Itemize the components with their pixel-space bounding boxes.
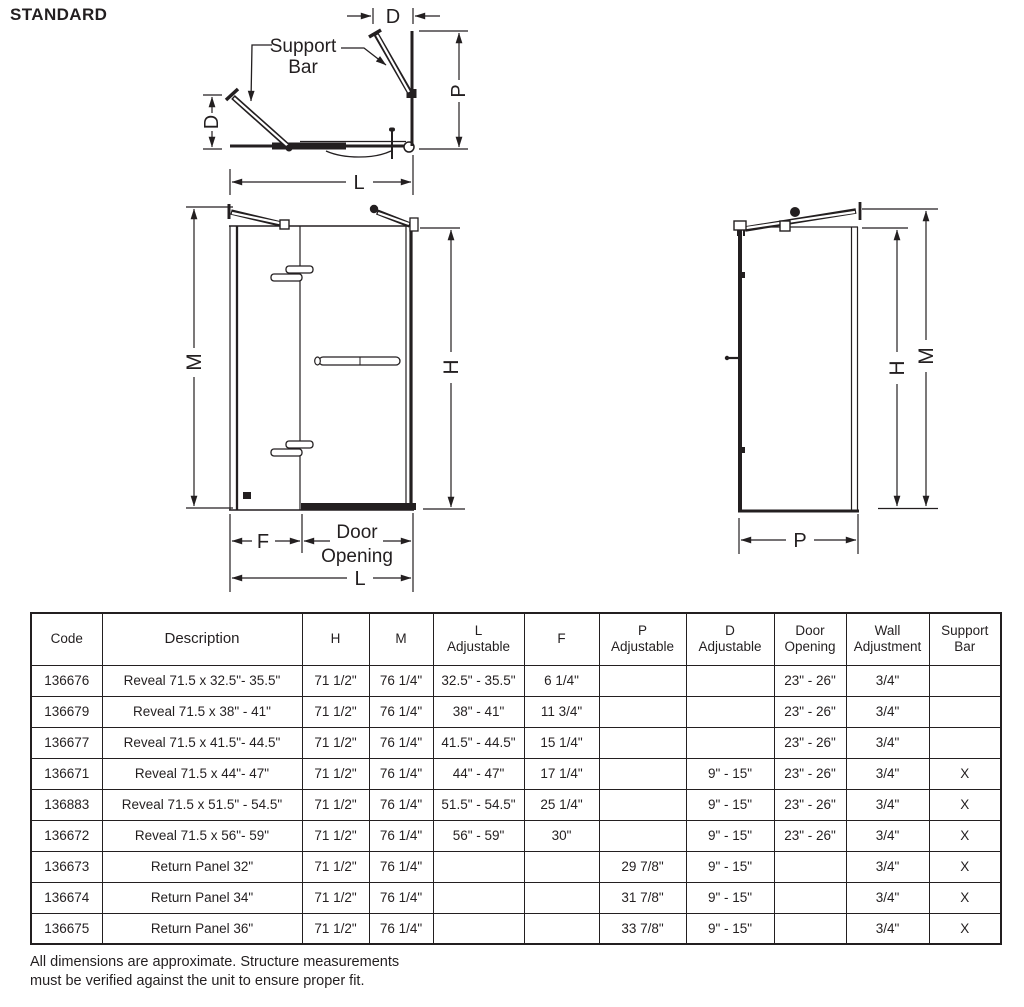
table-cell — [599, 696, 686, 727]
table-cell: 9" - 15" — [686, 851, 774, 882]
table-cell: 76 1/4" — [369, 789, 433, 820]
table-cell: 29 7/8" — [599, 851, 686, 882]
support-bar-left-plan — [226, 89, 293, 152]
table-cell: 76 1/4" — [369, 882, 433, 913]
table-row — [31, 882, 1001, 913]
table-cell: 76 1/4" — [369, 758, 433, 789]
footer-note — [30, 953, 399, 991]
table-cell — [686, 727, 774, 758]
table-cell: 11 3/4" — [524, 696, 599, 727]
col-header-l-adjustable: L Adjustable — [433, 613, 524, 665]
table-cell: 136677 — [31, 727, 102, 758]
table-cell: 51.5" - 54.5" — [433, 789, 524, 820]
table-row — [31, 758, 1001, 789]
col-header-d-adjustable: D Adjustable — [686, 613, 774, 665]
footer-note-line1: All dimensions are approximate. Structure measurements — [30, 954, 400, 970]
table-cell: Reveal 71.5 x 56"- 59" — [102, 820, 302, 851]
table-cell: 9" - 15" — [686, 882, 774, 913]
table-cell: 71 1/2" — [302, 789, 369, 820]
table-cell — [929, 727, 1001, 758]
table-cell: 136675 — [31, 913, 102, 944]
spec-table — [30, 612, 1002, 945]
table-cell: 38" - 41" — [433, 696, 524, 727]
dim-label-h: H — [886, 360, 909, 376]
jamb-clip-bottom — [741, 447, 745, 453]
door-opening-label-line2: Opening — [321, 546, 393, 567]
table-cell: 136672 — [31, 820, 102, 851]
table-cell: 136671 — [31, 758, 102, 789]
support-bar-side — [734, 202, 860, 236]
table-cell: 25 1/4" — [524, 789, 599, 820]
table-cell: Reveal 71.5 x 51.5" - 54.5" — [102, 789, 302, 820]
table-cell — [599, 789, 686, 820]
table-row — [31, 820, 1001, 851]
door-opening-label-line1: Door — [336, 522, 378, 543]
table-cell: 44" - 47" — [433, 758, 524, 789]
table-cell: 71 1/2" — [302, 727, 369, 758]
table-cell: 3/4" — [846, 758, 929, 789]
dim-label-p: P — [448, 84, 470, 98]
header-row — [31, 613, 1001, 665]
dim-label-l: L — [354, 568, 366, 590]
table-cell: 3/4" — [846, 696, 929, 727]
table-cell: 32.5" - 35.5" — [433, 665, 524, 696]
table-cell — [599, 665, 686, 696]
table-cell: 15 1/4" — [524, 727, 599, 758]
table-cell: 76 1/4" — [369, 696, 433, 727]
table-cell: Return Panel 34" — [102, 882, 302, 913]
table-cell — [774, 851, 846, 882]
table-cell: 6 1/4" — [524, 665, 599, 696]
table-row — [31, 665, 1001, 696]
col-header-m: M — [369, 613, 433, 665]
table-cell: Return Panel 36" — [102, 913, 302, 944]
dim-label-m: M — [183, 353, 206, 371]
table-cell: Reveal 71.5 x 41.5"- 44.5" — [102, 727, 302, 758]
table-cell: 3/4" — [846, 913, 929, 944]
panel-clip — [243, 492, 251, 499]
table-cell: 71 1/2" — [302, 820, 369, 851]
table-cell: 76 1/4" — [369, 820, 433, 851]
footer-note-line2: must be verified against the unit to ensure proper fit. — [30, 973, 365, 989]
table-cell: X — [929, 789, 1001, 820]
col-header-description: Description — [102, 613, 302, 665]
dim-label-l: L — [353, 172, 365, 194]
table-cell — [599, 820, 686, 851]
dim-label-h: H — [440, 359, 463, 375]
dim-label-f: F — [256, 531, 270, 553]
dim-label-d: D — [385, 6, 401, 28]
table-cell: Reveal 71.5 x 32.5"- 35.5" — [102, 665, 302, 696]
table-row — [31, 913, 1001, 944]
table-cell: X — [929, 851, 1001, 882]
table-cell: 136679 — [31, 696, 102, 727]
table-row — [31, 851, 1001, 882]
table-cell — [524, 882, 599, 913]
col-header-code: Code — [31, 613, 102, 665]
col-header-f: F — [524, 613, 599, 665]
table-cell: Return Panel 32" — [102, 851, 302, 882]
table-cell: 71 1/2" — [302, 851, 369, 882]
table-cell — [524, 913, 599, 944]
door-threshold — [301, 503, 416, 510]
table-cell — [433, 882, 524, 913]
table-cell: 71 1/2" — [302, 696, 369, 727]
dim-p-side — [739, 514, 858, 554]
table-cell: 23" - 26" — [774, 789, 846, 820]
table-cell: Reveal 71.5 x 44"- 47" — [102, 758, 302, 789]
table-cell: 136883 — [31, 789, 102, 820]
towel-bar — [315, 357, 400, 365]
table-cell — [686, 696, 774, 727]
table-cell: X — [929, 913, 1001, 944]
front-view — [183, 204, 465, 592]
jamb-clip-top — [741, 272, 745, 278]
table-cell: 31 7/8" — [599, 882, 686, 913]
table-cell — [774, 882, 846, 913]
page-title: STANDARD — [10, 5, 108, 24]
table-cell: 76 1/4" — [369, 727, 433, 758]
table-cell: 33 7/8" — [599, 913, 686, 944]
support-bar-label-line1: Support — [269, 36, 337, 57]
dim-l-plan — [230, 155, 413, 195]
table-row — [31, 789, 1001, 820]
dim-label-d: D — [201, 114, 223, 130]
plan-view — [201, 6, 470, 195]
table-cell: X — [929, 882, 1001, 913]
support-bar-right-front — [370, 205, 418, 231]
support-bar-right-plan — [369, 30, 410, 93]
spec-table-rows — [31, 665, 1001, 944]
table-cell: 71 1/2" — [302, 913, 369, 944]
door-swing-arc — [326, 151, 391, 157]
dim-m-front — [183, 207, 233, 508]
table-cell: 3/4" — [846, 789, 929, 820]
col-header-support-bar: Support Bar — [929, 613, 1001, 665]
table-cell: X — [929, 820, 1001, 851]
table-cell: 23" - 26" — [774, 665, 846, 696]
hinge-top — [271, 266, 313, 281]
table-cell — [524, 851, 599, 882]
table-row — [31, 696, 1001, 727]
table-cell: 71 1/2" — [302, 882, 369, 913]
table-cell: 23" - 26" — [774, 696, 846, 727]
table-cell — [433, 913, 524, 944]
table-cell: 76 1/4" — [369, 665, 433, 696]
table-cell: 23" - 26" — [774, 727, 846, 758]
table-cell: 3/4" — [846, 665, 929, 696]
table-cell — [599, 758, 686, 789]
hinge-bottom — [271, 441, 313, 456]
dim-m-side — [862, 209, 938, 506]
jamb-handle — [725, 356, 738, 360]
table-cell: 76 1/4" — [369, 913, 433, 944]
dim-d-top — [347, 6, 440, 28]
table-cell — [686, 665, 774, 696]
table-cell: 3/4" — [846, 882, 929, 913]
dim-f-door-opening-l — [230, 513, 413, 592]
table-cell — [599, 727, 686, 758]
table-cell: 3/4" — [846, 851, 929, 882]
table-cell: 9" - 15" — [686, 820, 774, 851]
table-cell: Reveal 71.5 x 38" - 41" — [102, 696, 302, 727]
dim-label-p: P — [793, 530, 807, 552]
table-cell: 56" - 59" — [433, 820, 524, 851]
table-cell: 136674 — [31, 882, 102, 913]
col-header-h: H — [302, 613, 369, 665]
col-header-p-adjustable: P Adjustable — [599, 613, 686, 665]
table-cell: 3/4" — [846, 820, 929, 851]
col-header-wall-adjustment: Wall Adjustment — [846, 613, 929, 665]
support-bar-label-line2: Bar — [288, 57, 318, 78]
table-cell: 71 1/2" — [302, 665, 369, 696]
table-cell: 3/4" — [846, 727, 929, 758]
dim-label-m: M — [915, 347, 938, 365]
table-cell: 23" - 26" — [774, 820, 846, 851]
dim-h-front — [420, 228, 465, 509]
dim-p-plan — [419, 31, 470, 149]
table-cell: 136676 — [31, 665, 102, 696]
table-cell: 23" - 26" — [774, 758, 846, 789]
table-cell: 76 1/4" — [369, 851, 433, 882]
table-cell: 30" — [524, 820, 599, 851]
table-cell: 17 1/4" — [524, 758, 599, 789]
dim-d-left — [201, 95, 223, 149]
table-cell: 71 1/2" — [302, 758, 369, 789]
side-view — [725, 202, 938, 554]
table-cell: 9" - 15" — [686, 789, 774, 820]
table-cell: 41.5" - 44.5" — [433, 727, 524, 758]
table-cell: 9" - 15" — [686, 758, 774, 789]
table-cell: 136673 — [31, 851, 102, 882]
table-cell — [929, 665, 1001, 696]
table-row — [31, 727, 1001, 758]
support-bar-leader-right — [341, 48, 386, 65]
table-cell: 9" - 15" — [686, 913, 774, 944]
col-header-door-opening: Door Opening — [774, 613, 846, 665]
table-cell — [929, 696, 1001, 727]
table-cell — [433, 851, 524, 882]
table-cell: X — [929, 758, 1001, 789]
table-cell — [774, 913, 846, 944]
